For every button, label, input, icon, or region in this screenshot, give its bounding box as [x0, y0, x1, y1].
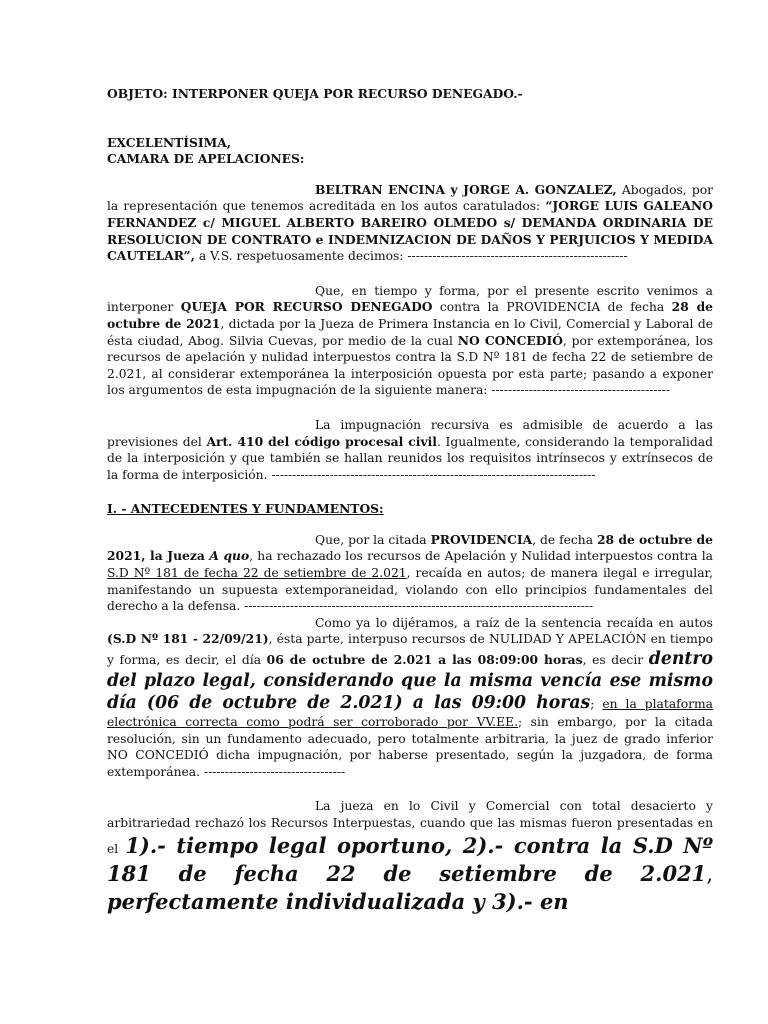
paragraph-jueza	[107, 798, 713, 915]
section-title: I. - ANTECEDENTES Y FUNDAMENTOS:	[107, 501, 384, 517]
paragraph-antecedentes	[107, 532, 713, 615]
dij-text-1: Como ya lo dijéramos, a raíz de la sentencia recaída en autos	[315, 615, 713, 630]
antec-text-2: , de fecha	[532, 532, 597, 547]
case-title: “JORGE LUIS GALEANO FERNANDEZ c/ MIGUEL ALBERTO BAREIRO OLMEDO s/ DEMANDA ORDINARIA DE RESOLUCION DE CONTRATO e INDEMNIZACION DE DAÑOS Y PERJUICIOS Y MEDIDA CAUTELAR”,	[107, 198, 713, 264]
queja-text-1: Que, en tiempo y forma, por el presente escrito venimos a interponer	[107, 283, 713, 315]
jueza-emphasis-1: 1).- tiempo legal oportuno, 2).- contra la S.D Nº 181 de fecha 22 de setiembre de 2.021	[107, 832, 713, 886]
dij-text-5: ; sin embargo, por la citada resolución, sin un fundamento adecuado, pero totalmente arbitraria, la juez de grado inferior NO CONCEDIÓ dicha impugnación, por haberse presentado, según la juzgadora, de forma extemporánea. ----------------------------------	[107, 715, 713, 779]
salutation-1: EXCELENTÍSIMA,	[107, 134, 232, 150]
queja-bold-date: 28 de octubre de 2021	[107, 299, 713, 331]
paragraph-queja	[107, 283, 713, 399]
jueza-text-1: La jueza en lo Civil y Comercial con total desacierto y arbitrariedad rechazó los Recursos Interpuestas, cuando que las mismas fueron presentadas en el	[107, 799, 713, 856]
dij-text-3: , es decir	[582, 653, 649, 668]
antec-text-3: , ha rechazado los recursos de Apelación y Nulidad interpuestos contra la	[249, 549, 713, 564]
objeto-line: OBJETO: INTERPONER QUEJA POR RECURSO DENEGADO.-	[107, 86, 523, 101]
paragraph-admisibilidad	[107, 417, 713, 483]
intro-text-1: Abogados, por la representación que tenemos acreditada en los autos caratulados:	[107, 182, 713, 214]
antec-underline-sd: S.D Nº 181 de fecha 22 de setiembre de 2.021	[107, 566, 407, 581]
paragraph-intro	[107, 182, 713, 265]
dij-text-4: ;	[590, 697, 603, 712]
intro-text-2: a V.S. respetuosamente decimos: -----------------------------------------------------	[194, 249, 628, 264]
antec-bold-date: 28 de octubre de 2021, la Jueza	[107, 531, 713, 564]
admis-text-1: La impugnación recursiva es admisible de acuerdo a las previsiones del	[107, 417, 713, 449]
jueza-emphasis-2: perfectamente individualizada y 3).- en	[107, 888, 569, 914]
antec-text-1: Que, por la citada	[315, 532, 431, 547]
document-page	[107, 86, 713, 916]
dij-underline-plataforma: en la plataforma electrónica correcta como podrá ser corroborado por VV.EE.	[107, 697, 713, 730]
dij-emphasis: dentro del plazo legal, considerando que la misma vencía ese mismo día (06 de octubre de 2.021) a las 09:00 horas	[107, 649, 713, 714]
jueza-text-2: ,	[706, 861, 713, 886]
dij-bold-date: 06 de octubre de 2.021 a las 08:09:00 horas	[266, 652, 583, 668]
antec-a-quo: A quo	[209, 548, 250, 564]
queja-bold-1: QUEJA POR RECURSO DENEGADO	[180, 299, 433, 315]
queja-text-3: , dictada por la Jueza de Primera Instancia en lo Civil, Comercial y Laboral de ésta ciudad, Abog. Silvia Cuevas, por medio de la cual	[107, 316, 714, 348]
admis-text-2: . Igualmente, considerando la temporalidad de la interposición y que también se hallan reunidos los requisitos intrínsecos y extrínsecos de la forma de interposición. ------------------------------------------------------------------------------	[107, 434, 713, 482]
paragraph-dijeramos	[107, 615, 713, 781]
dij-bold-sd: (S.D Nº 181 - 22/09/21)	[107, 631, 269, 647]
queja-text-2: contra la PROVIDENCIA de fecha	[432, 300, 672, 315]
antec-text-4: , recaída en autos; de manera ilegal e irregular, manifestando un supuesta extemporaneidad, violando con ello principios fundamentales del derecho a la defensa. ------------------------------------------------------------------------------------	[107, 566, 713, 614]
lawyer-names: BELTRAN ENCINA y JORGE A. GONZALEZ,	[315, 181, 617, 197]
dij-text-2: , ésta parte, interpuso recursos de NULIDAD Y APELACIÓN en tiempo y forma, es decir, el día	[107, 632, 713, 668]
admis-bold-art: Art. 410 del código procesal civil	[206, 433, 437, 449]
antec-bold-providencia: PROVIDENCIA	[430, 531, 533, 547]
queja-text-4: , por extemporánea, los recursos de apelación y nulidad interpuestos contra la S.D Nº 181 de fecha 22 de setiembre de 2.021, al considerar extemporánea la interposición opuesta por esta parte; pasando a exponer los argumentos de esta impugnación de la siguiente manera: -------------------------------------------	[107, 333, 714, 398]
salutation-2: CAMARA DE APELACIONES:	[107, 151, 305, 167]
queja-bold-no-concedio: NO CONCEDIÓ	[457, 332, 563, 348]
